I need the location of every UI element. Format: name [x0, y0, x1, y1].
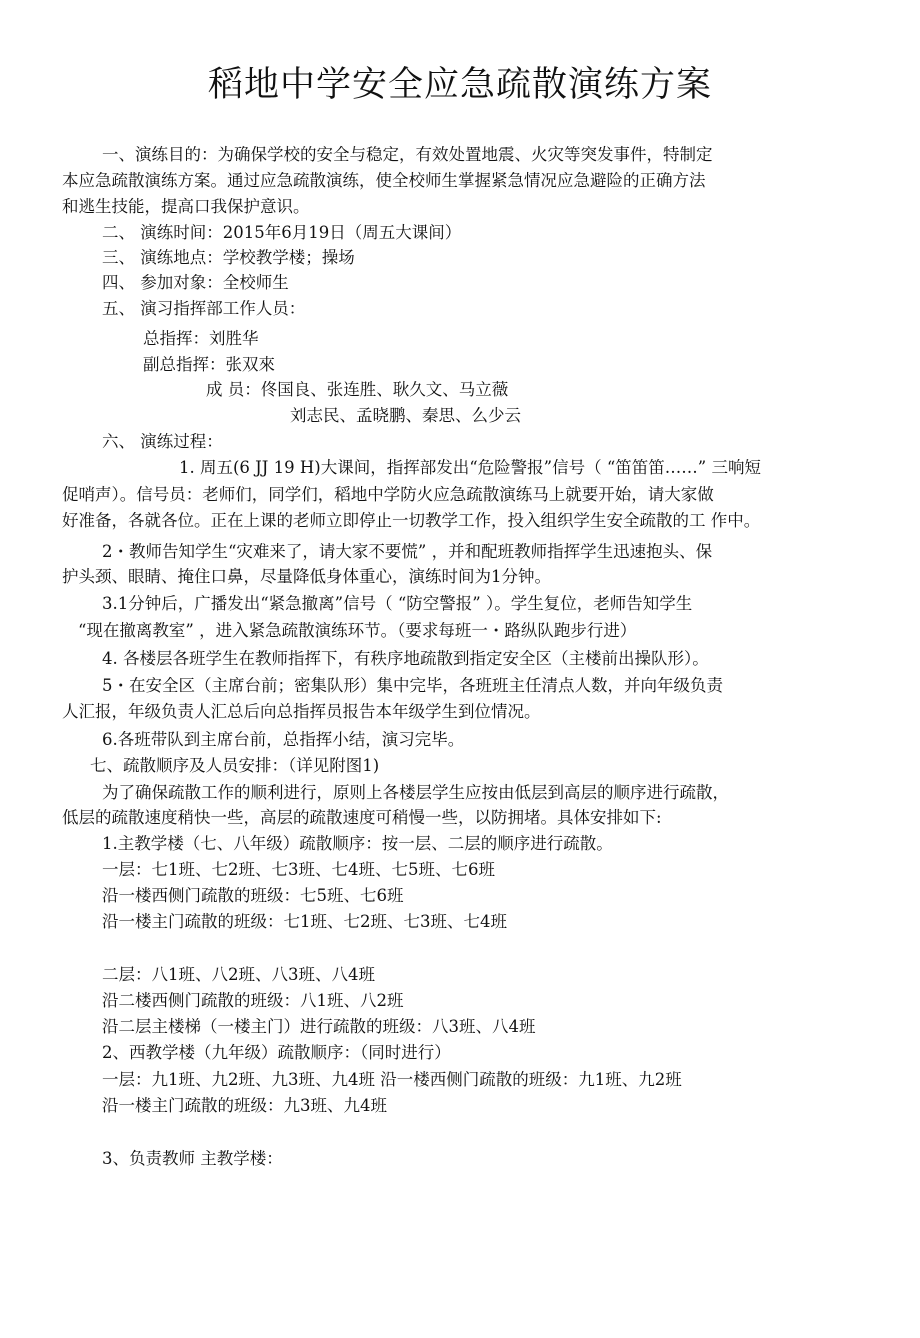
text-line-24: 七、疏散顺序及人员安排：（详见附图1): [90, 756, 380, 775]
text-line-30: 沿一楼主门疏散的班级：七1班、七2班、七3班、七4班: [102, 912, 507, 931]
text-line-11: 刘志民、孟晓鹏、秦思、么少云: [290, 406, 521, 425]
document-title: 稻地中学安全应急疏散演练方案: [207, 65, 712, 105]
text-line-26: 低层的疏散速度稍快一些，高层的疏散速度可稍慢一些，以防拥堵。具体安排如下:: [62, 808, 662, 827]
text-line-28: 一层：七1班、七2班、七3班、七4班、七5班、七6班: [102, 860, 495, 879]
text-line-33: 沿二层主楼梯（一楼主门）进行疏散的班级：八3班、八4班: [102, 1017, 536, 1036]
text-line-21: 5・在安全区（主席台前；密集队形）集中完毕，各班班主任清点人数，并向年级负责: [102, 676, 723, 695]
text-line-31: 二层：八1班、八2班、八3班、八4班: [102, 965, 375, 984]
text-line-14: 促哨声）。信号员：老师们，同学们，稻地中学防火应急疏散演练马上就要开始，请大家做: [62, 485, 714, 504]
text-line-15: 好准备，各就各位。正在上课的老师立即停止一切教学工作，投入组织学生安全疏散的工 作中。: [62, 511, 761, 530]
text-line-27: 1.主教学楼（七、八年级）疏散顺序：按一层、二层的顺序进行疏散。: [102, 834, 613, 853]
text-line-2: 本应急疏散演练方案。通过应急疏散演练，使全校师生掌握紧急情况应急避险的正确方法: [62, 171, 706, 190]
text-line-36: 沿一楼主门疏散的班级：九3班、九4班: [102, 1096, 387, 1115]
text-line-9: 副总指挥：张双來: [143, 355, 275, 374]
text-line-23: 6.各班带队到主席台前，总指挥小结，演习完毕。: [102, 730, 465, 749]
text-line-13: 1. 周五(6 JJ 19 H)大课间，指挥部发出“危险警报”信号（ “笛笛笛……” 三响短: [179, 458, 761, 477]
text-line-1: 一、演练目的：为确保学校的安全与稳定，有效处置地震、火灾等突发事件，特制定: [102, 145, 713, 164]
text-line-16: 2・教师告知学生“灾难来了，请大家不要慌” ，并和配班教师指挥学生迅速抱头、保: [102, 542, 713, 561]
text-line-17: 护头颈、眼睛、掩住口鼻，尽量降低身体重心，演练时间为1分钟。: [62, 567, 551, 586]
text-line-3: 和逃生技能，提高口我保护意识。: [62, 197, 310, 216]
text-line-10: 成 员：佟国良、张连胜、耿久文、马立薇: [206, 380, 509, 399]
text-line-32: 沿二楼西侧门疏散的班级：八1班、八2班: [102, 991, 404, 1010]
text-line-5: 三、 演练地点：学校教学楼；操场: [102, 248, 355, 267]
text-line-25: 为了确保疏散工作的顺利进行，原则上各楼层学生应按由低层到高层的顺序进行疏散，: [102, 783, 729, 802]
text-line-29: 沿一楼西侧门疏散的班级：七5班、七6班: [102, 886, 404, 905]
text-line-12: 六、 演练过程：: [102, 432, 223, 451]
text-line-4: 二、 演练时间：2015年6月19日（周五大课间）: [102, 223, 462, 242]
text-line-8: 总指挥：刘胜华: [143, 329, 259, 348]
text-line-6: 四、 参加对象：全校师生: [102, 273, 289, 292]
text-line-19: “现在撤离教室” ，进入紧急疏散演练环节。（要求每班一・路纵队跑步行进）: [78, 621, 637, 640]
text-line-34: 2、西教学楼（九年级）疏散顺序：（同时进行）: [102, 1043, 451, 1062]
text-line-7: 五、 演习指挥部工作人员：: [102, 299, 306, 318]
text-line-37: 3、负责教师 主教学楼：: [102, 1149, 283, 1168]
text-line-20: 4. 各楼层各班学生在教师指挥下，有秩序地疏散到指定安全区（主楼前出操队形）。: [102, 649, 709, 668]
text-line-35: 一层：九1班、九2班、九3班、九4班 沿一楼西侧门疏散的班级：九1班、九2班: [102, 1070, 682, 1089]
text-line-22: 人汇报，年级负责人汇总后向总指挥员报告本年级学生到位情况。: [62, 702, 541, 721]
text-line-18: 3.1分钟后，广播发出“紧急撤离”信号（ “防空警报” ）。学生复位，老师告知学生: [102, 594, 693, 613]
